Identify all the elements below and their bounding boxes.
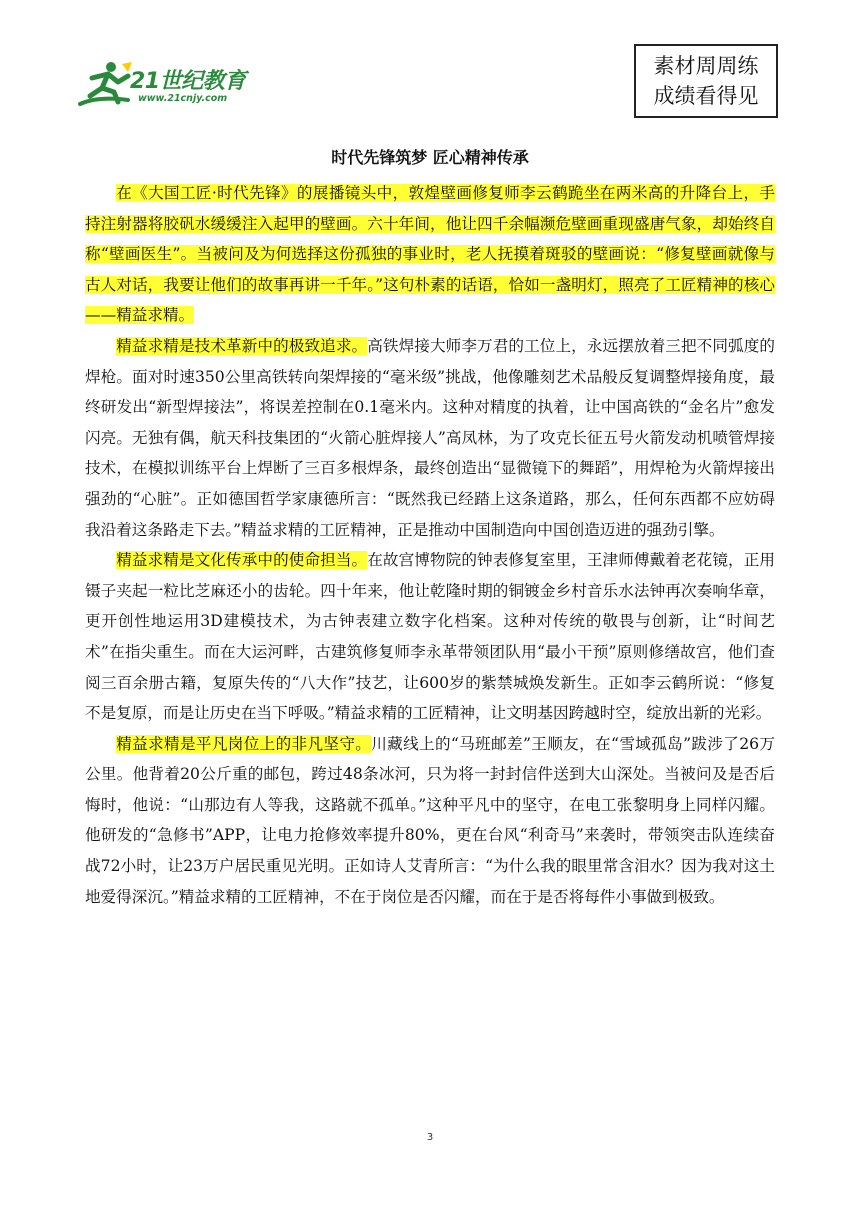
document-title: 时代先锋筑梦 匠心精神传承 [331, 148, 529, 167]
highlighted-text: 精益求精是文化传承中的使命担当。 [116, 551, 368, 570]
paragraph-text: 川藏线上的“马班邮差”王顺友，在“雪域孤岛”跋涉了26万公里。他背着20公斤重的邮包，跨过48条冰河，只为将一封封信件送到大山深处。当被问及是否后悔时，他说：“山那边有人等我，这路就不孤单。”这种平凡中的坚守，在电工张黎明身上同样闪耀。他研发的“急修书”APP，让电力抢修效率提升80%，更在台风“利奇马”来袭时，带领突击队连续奋战72小时，让23万户居民重见光明。正如诗人艾青所言：“为什么我的眼里常含泪水？因为我对这土地爱得深沉。”精益求精的工匠精神，不在于岗位是否闪耀，而在于是否将每件小事做到极致。 [85, 734, 775, 906]
logo [78, 60, 248, 110]
paragraph-2 [85, 331, 775, 545]
paragraph-3 [85, 545, 775, 729]
paragraph-4 [85, 729, 775, 913]
paragraph-text: 在故宫博物院的钟表修复室里，王津师傅戴着老花镜，正用镊子夹起一粒比芝麻还小的齿轮。四十年来，他让乾隆时期的铜镀金乡村音乐水法钟再次奏响华章，更开创性地运用3D建模技术，为古钟表建立数字化档案。这种对传统的敬畏与创新，让“时间艺术”在指尖重生。而在大运河畔，古建筑修复师李永革带领团队用“最小干预”原则修缮故宫，他们查阅三百余册古籍，复原失传的“八大作”技艺，让600岁的紫禁城焕发新生。正如李云鹤所说：“修复不是复原，而是让历史在当下呼吸。”精益求精的工匠精神，让文明基因跨越时空，绽放出新的光彩。 [85, 551, 775, 723]
logo-text: 21世纪教育 [130, 69, 246, 94]
highlighted-text: 精益求精是平凡岗位上的非凡坚守。 [116, 734, 372, 753]
page-number: 3 [426, 1132, 434, 1143]
paragraph-1 [85, 178, 775, 331]
header-badge [634, 44, 778, 118]
runner-logo-icon [78, 60, 134, 108]
badge-line-2: 成绩看得见 [653, 84, 759, 108]
highlighted-text: 精益求精是技术革新中的极致追求。 [116, 336, 368, 355]
document-body [85, 178, 775, 912]
badge-line-1: 素材周周练 [653, 54, 759, 78]
paragraph-text: 高铁焊接大师李万君的工位上，永远摆放着三把不同弧度的焊枪。面对时速350公里高铁转向架焊接的“毫米级”挑战，他像雕刻艺术品般反复调整焊接角度，最终研发出“新型焊接法”，将误差控制在0.1毫米内。这种对精度的执着，让中国高铁的“金名片”愈发闪亮。无独有偶，航天科技集团的“火箭心脏焊接人”高凤林，为了攻克长征五号火箭发动机喷管焊接技术，在模拟训练平台上焊断了三百多根焊条，最终创造出“显微镜下的舞蹈”，用焊枪为火箭焊接出强劲的“心脏”。正如德国哲学家康德所言：“既然我已经踏上这条道路，那么，任何东西都不应妨碍我沿着这条路走下去。”精益求精的工匠精神，正是推动中国制造向中国创造迈进的强劲引擎。 [85, 336, 775, 539]
highlighted-text: 在《大国工匠·时代先锋》的展播镜头中，敦煌壁画修复师李云鹤跪坐在两米高的升降台上，手持注射器将胶矾水缓缓注入起甲的壁画。六十年间，他让四千余幅濒危壁画重现盛唐气象，却始终自称“壁画医生”。当被问及为何选择这份孤独的事业时，老人抚摸着斑驳的壁画说：“修复壁画就像与古人对话，我要让他们的故事再讲一千年。”这句朴素的话语，恰如一盏明灯，照亮了工匠精神的核心——精益求精。 [85, 184, 775, 325]
logo-url: www.21cnjy.com [138, 93, 228, 104]
